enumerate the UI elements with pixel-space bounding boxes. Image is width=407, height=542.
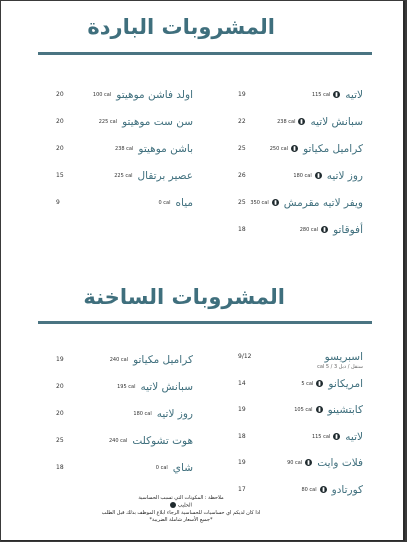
item-price: 25 — [238, 145, 246, 152]
item-price: 20 — [56, 145, 64, 152]
item-name: شاي — [172, 462, 193, 474]
item-price: 14 — [238, 379, 246, 387]
item-calories: 80 cal — [301, 486, 317, 493]
cold-right-item — [201, 116, 363, 132]
item-calories: 5 cal — [301, 380, 314, 387]
notes-line-1: ملاحظة : المكونات التي تسبب الحساسية — [138, 495, 224, 501]
item-price: 19 — [56, 356, 64, 363]
cold-right-item — [201, 197, 363, 213]
item-price: 20 — [56, 118, 64, 125]
cold-drinks-title: المشروبات الباردة — [87, 15, 275, 39]
item-price: 20 — [56, 91, 64, 98]
item-name: كراميل مكياتو — [133, 354, 193, 366]
hot-right-item — [201, 351, 363, 370]
item-calories: 240 cal — [109, 357, 129, 363]
item-name: ويفر لاتيه مقرمش — [283, 197, 363, 209]
item-calories: 238 cal — [277, 119, 296, 125]
item-calories: 180 cal — [133, 411, 152, 417]
item-name: عصير برتقال — [137, 170, 193, 182]
allergen-icon — [333, 433, 340, 440]
item-price: 19 — [238, 91, 246, 98]
cold-left-item — [51, 89, 201, 105]
menu-page — [1, 1, 405, 541]
item-calories: 225 cal — [98, 119, 118, 125]
hot-left-item — [51, 408, 201, 424]
notes-line-2: الحليب — [177, 502, 192, 509]
item-calories: 250 cal — [269, 146, 289, 152]
allergen-icon — [316, 380, 323, 387]
allergen-icon — [321, 226, 328, 233]
allergen-icon — [272, 199, 279, 206]
allergy-notes — [81, 495, 281, 524]
item-price: 18 — [238, 432, 246, 440]
item-price: 17 — [238, 485, 246, 493]
item-calories: 115 cal — [311, 92, 331, 98]
allergen-icon — [305, 459, 312, 466]
item-calories: 195 cal — [117, 384, 136, 390]
item-calories: 100 cal — [92, 92, 112, 98]
item-name: لاتيه — [345, 430, 363, 443]
item-price: 26 — [238, 172, 246, 179]
item-price: 25 — [238, 199, 246, 206]
hot-right-item — [201, 404, 363, 420]
item-name: كابتشينو — [327, 404, 363, 416]
cold-left-item — [51, 116, 201, 132]
item-price: 18 — [238, 226, 246, 233]
hot-drinks-title: المشروبات الساخنة — [83, 285, 285, 309]
item-calories: 240 cal — [108, 438, 128, 444]
item-calories: 115 cal — [311, 433, 331, 440]
item-price: 9/12 — [238, 353, 252, 360]
allergen-icon — [320, 486, 327, 493]
item-price: 20 — [56, 383, 64, 390]
hot-section-divider — [38, 321, 372, 324]
hot-right-item — [201, 431, 363, 447]
hot-left-item — [51, 381, 201, 397]
item-price: 22 — [238, 118, 246, 125]
milk-allergen-icon — [170, 502, 176, 508]
item-calories: 238 cal — [115, 146, 134, 152]
allergen-icon — [298, 118, 305, 125]
cold-left-item — [51, 170, 201, 186]
item-name: سن ست موهيتو — [122, 116, 193, 128]
item-calories: 280 cal — [299, 227, 319, 233]
item-price: 18 — [56, 464, 64, 471]
item-name: كراميل مكياتو — [303, 143, 363, 155]
item-calories: 225 cal — [114, 173, 133, 179]
cold-right-item — [201, 89, 363, 105]
allergen-icon — [291, 145, 298, 152]
cold-right-item — [201, 170, 363, 186]
item-calories: 180 cal — [293, 173, 312, 179]
allergen-icon — [315, 172, 322, 179]
item-name: اولد فاشن موهيتو — [116, 89, 193, 101]
item-size-note: سنقل / دبل 3 / 5 cal — [317, 364, 363, 370]
cold-right-item — [201, 143, 363, 159]
item-price: 9 — [56, 199, 60, 206]
item-price: 20 — [56, 410, 64, 417]
cold-right-item — [201, 224, 363, 240]
hot-left-item — [51, 462, 201, 478]
item-price: 19 — [238, 406, 246, 413]
item-name: باشن موهيتو — [138, 143, 193, 155]
allergen-icon — [316, 406, 323, 413]
item-name: مياه — [175, 197, 193, 209]
item-name: سبانش لاتيه — [140, 381, 193, 393]
item-price: 19 — [238, 459, 246, 466]
notes-line-3: اذا كان لديكم اي حساسيات للحساسية الرجاء ابلاغ الموظف بذلك قبل الطلب — [101, 509, 261, 516]
item-calories: 0 cal — [155, 465, 168, 471]
hot-left-item — [51, 354, 201, 370]
item-calories: 0 cal — [158, 200, 171, 206]
cold-section-divider — [38, 52, 372, 55]
hot-right-item — [201, 457, 363, 473]
item-name: روز لاتيه — [156, 408, 193, 420]
item-calories: 90 cal — [287, 460, 303, 466]
hot-left-item — [51, 435, 201, 451]
allergen-icon — [333, 91, 340, 98]
item-calories: 350 cal — [250, 200, 269, 206]
item-name: سبانش لاتيه — [310, 116, 363, 128]
item-name: اسبريسو — [324, 351, 363, 363]
item-name: أفوقاتو — [333, 224, 363, 236]
item-price: 25 — [56, 437, 64, 444]
item-name: فلات وايت — [317, 457, 363, 469]
item-name: روز لاتيه — [326, 170, 363, 182]
hot-right-item — [201, 378, 363, 394]
cold-left-item — [51, 143, 201, 159]
item-calories: 105 cal — [294, 407, 313, 413]
item-name: لاتيه — [345, 89, 363, 101]
item-name: هوت تشوكلت — [132, 435, 193, 447]
item-price: 15 — [56, 172, 64, 179]
notes-line-4: *جميع الأسعار شاملة الضريبة* — [149, 516, 213, 523]
item-name: كورتادو — [331, 483, 363, 496]
item-name: امريكانو — [328, 377, 363, 390]
cold-left-item — [51, 197, 201, 213]
